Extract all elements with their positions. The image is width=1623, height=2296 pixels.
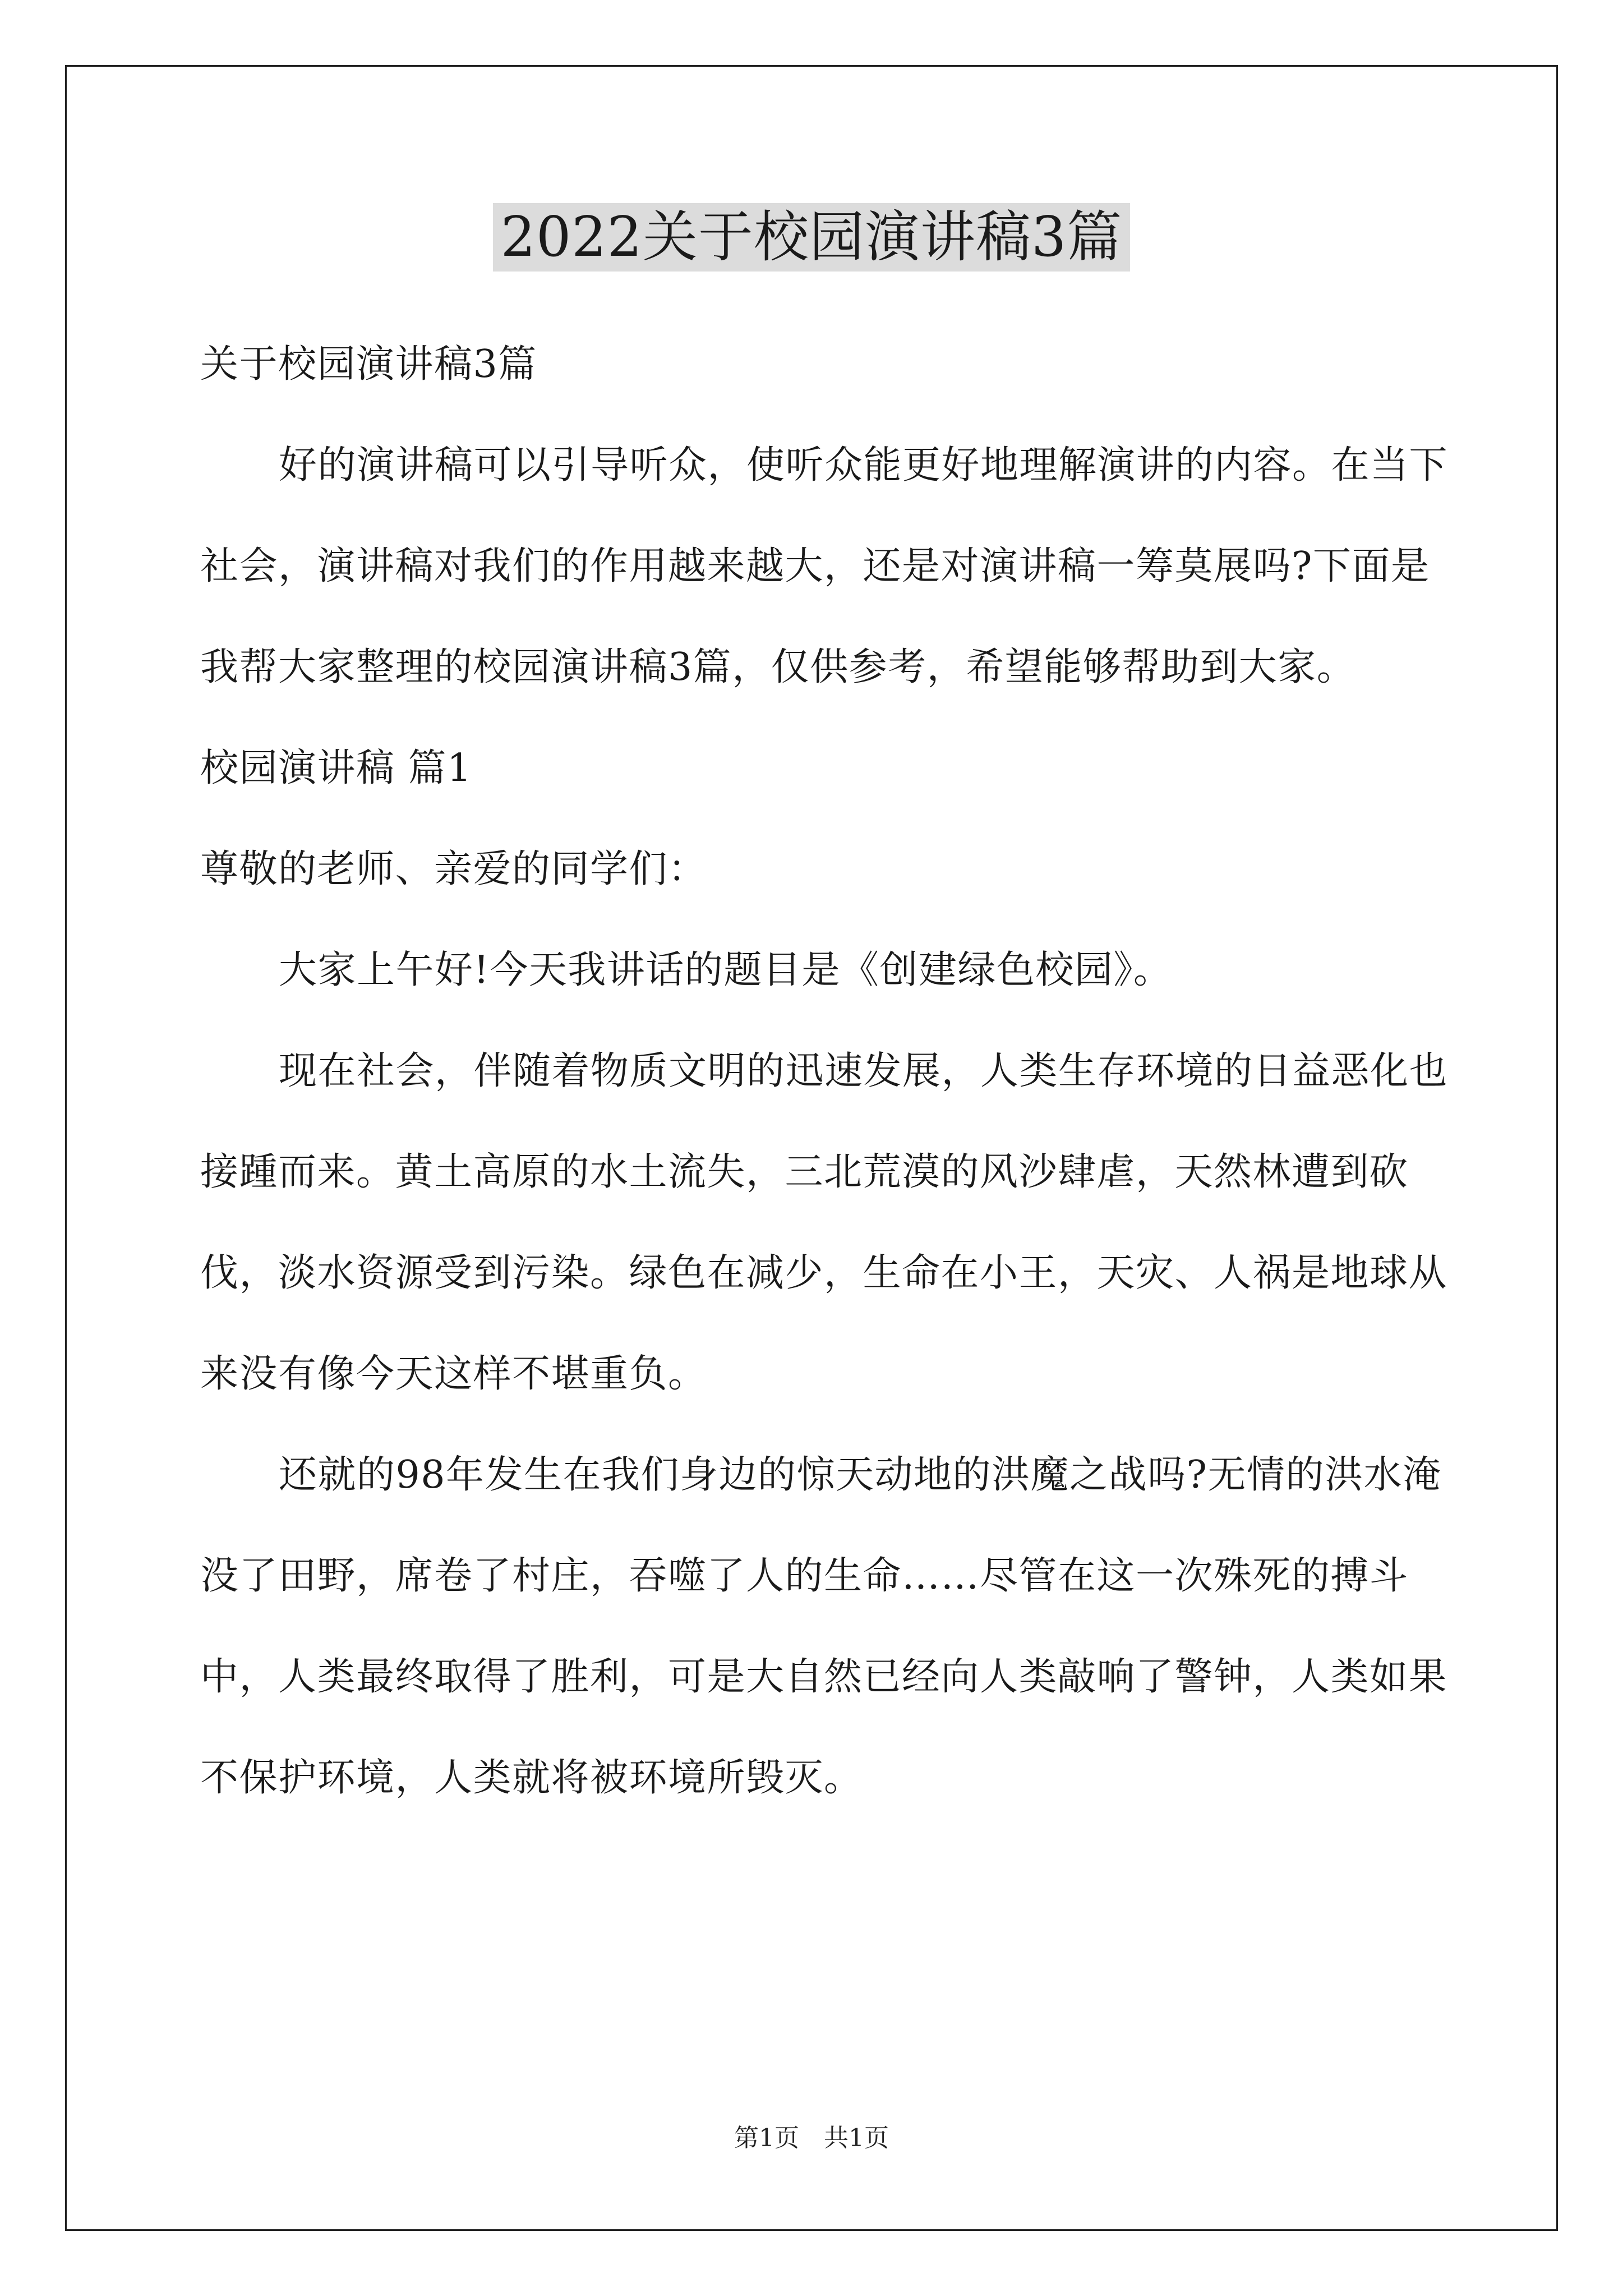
salutation-paragraph: 尊敬的老师、亲爱的同学们： <box>200 847 707 891</box>
subtitle-paragraph: 关于校园演讲稿3篇 <box>200 342 537 386</box>
document-title <box>0 201 1623 274</box>
body-paragraph: 现在社会，伴随着物质文明的迅速发展，人类生存环境的日益恶化也接踵而来。黄土高原的水土流失，三北荒漠的风沙肆虐，天然林遭到砍伐，淡水资源受到污染。绿色在减少，生命在小王，天灾、人祸是地球从来没有像今天这样不堪重负。 <box>200 1049 1449 1396</box>
section-heading: 校园演讲稿 篇1 <box>200 746 472 790</box>
page-number-footer: 第1页 共1页 <box>734 2124 889 2152</box>
intro-paragraph: 好的演讲稿可以引导听众，使听众能更好地理解演讲的内容。在当下社会，演讲稿对我们的作用越来越大，还是对演讲稿一筹莫展吗?下面是我帮大家整理的校园演讲稿3篇，仅供参考，希望能够帮助到大家。 <box>200 443 1449 689</box>
body-paragraph: 还就的98年发生在我们身边的惊天动地的洪魔之战吗?无情的洪水淹没了田野，席卷了村庄，吞噬了人的生命……尽管在这一次殊死的搏斗中，人类最终取得了胜利，可是大自然已经向人类敲响了警钟，人类如果不保护环境，人类就将被环境所毁灭。 <box>200 1453 1448 1800</box>
document-body <box>200 314 1456 1829</box>
document-title-text: 2022关于校园演讲稿3篇 <box>493 203 1131 272</box>
greeting-paragraph: 大家上午好!今天我讲话的题目是《创建绿色校园》。 <box>279 948 1173 992</box>
